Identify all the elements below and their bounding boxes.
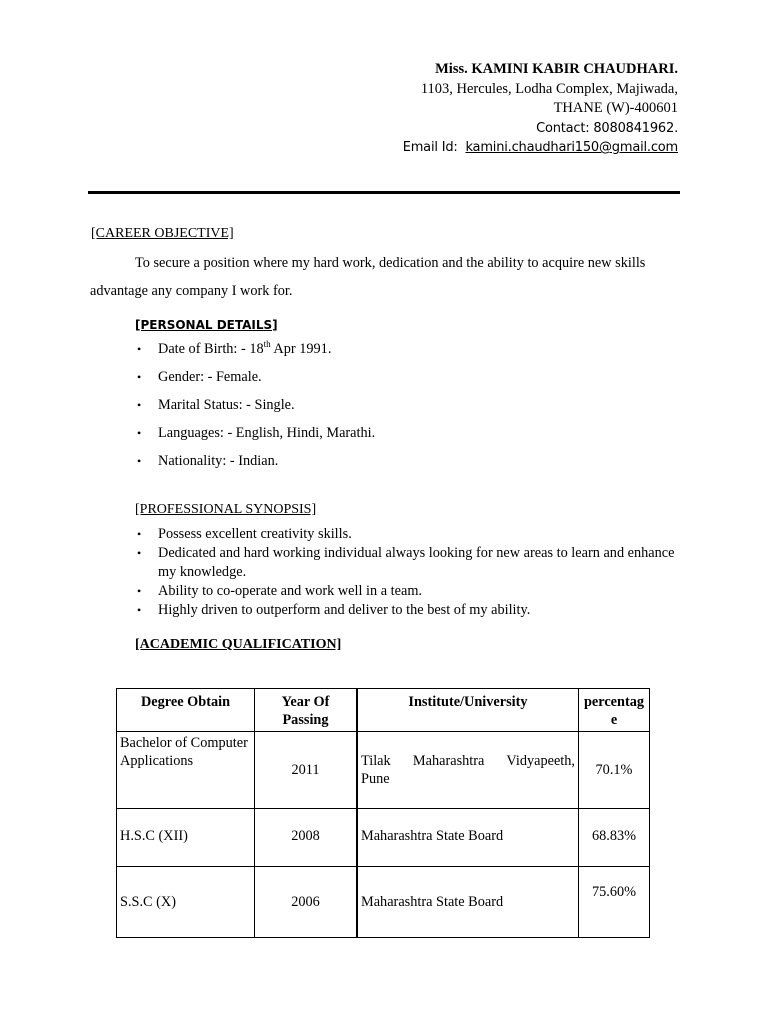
cell-degree: S.S.C (X): [117, 867, 255, 938]
cell-year: 2011: [255, 732, 358, 809]
cell-institute: [357, 732, 579, 809]
synopsis-item-text: Ability to co-operate and work well in a team.: [158, 583, 423, 599]
cell-institute: Maharashtra State Board: [357, 809, 579, 867]
candidate-name: Miss. KAMINI KABIR CHAUDHARI.: [435, 61, 678, 77]
languages-text: Languages: - English, Hindi, Marathi.: [158, 425, 376, 441]
list-item: [135, 544, 675, 582]
table-row: [117, 867, 650, 938]
professional-synopsis-title: [PROFESSIONAL SYNOPSIS]: [135, 502, 317, 517]
header-year: Year Of Passing: [255, 689, 358, 732]
address-line-2: THANE (W)-400601: [553, 100, 678, 116]
cell-degree: Bachelor of Computer Applications: [117, 732, 255, 809]
bullet-icon: •: [137, 546, 142, 560]
cell-institute-line-1: Tilak Maharashtra Vidyapeeth,: [361, 753, 575, 769]
dob-rest: Apr 1991.: [270, 341, 332, 357]
list-item: [135, 394, 675, 422]
list-item: [135, 450, 675, 478]
synopsis-item-text: Dedicated and hard working individual always looking for new areas to learn and enhance my knowledge.: [158, 545, 675, 580]
cell-percentage: 70.1%: [579, 732, 650, 809]
list-item: [135, 525, 675, 544]
list-item: [135, 582, 675, 601]
email-label: Email Id:: [402, 140, 458, 155]
cell-year: 2008: [255, 809, 358, 867]
list-item: [135, 601, 675, 620]
bullet-icon: •: [137, 398, 142, 412]
address-line-1: 1103, Hercules, Lodha Complex, Majiwada,: [420, 80, 678, 97]
cell-degree: H.S.C (XII): [117, 809, 255, 867]
synopsis-item-text: Possess excellent creativity skills.: [158, 526, 352, 542]
header-degree: Degree Obtain: [117, 689, 255, 732]
table-row: [117, 809, 650, 867]
career-objective-title: [CAREER OBJECTIVE]: [91, 226, 234, 241]
list-item: [135, 366, 675, 394]
marital-status-text: Marital Status: - Single.: [158, 397, 295, 413]
nationality-text: Nationality: - Indian.: [158, 453, 279, 469]
list-item: [135, 422, 675, 450]
resume-header: [158, 60, 678, 158]
cell-institute: Maharashtra State Board: [357, 867, 579, 938]
dob-ordinal: th: [263, 339, 271, 350]
dob-label: Date of Birth: - 18: [158, 341, 264, 357]
email-link[interactable]: kamini.chaudhari150@gmail.com: [465, 140, 678, 155]
header-institute: Institute/University: [357, 689, 579, 732]
academic-table: [116, 688, 650, 938]
gender-text: Gender: - Female.: [158, 369, 262, 385]
table-header-row: [117, 689, 650, 732]
career-objective-text: To secure a position where my hard work, dedication and the ability to acquire new skills advantage any company I work for.: [90, 255, 646, 299]
synopsis-item-text: Highly driven to outperform and deliver to the best of my ability.: [158, 602, 531, 618]
email-line: [158, 138, 678, 158]
professional-synopsis-list: [135, 525, 675, 620]
cell-percentage: 75.60%: [579, 867, 650, 938]
contact-number: Contact: 8080841962.: [536, 120, 678, 136]
personal-details-title: [PERSONAL DETAILS]: [135, 318, 278, 332]
list-item: [135, 338, 675, 366]
bullet-icon: •: [137, 426, 142, 440]
bullet-icon: •: [137, 527, 142, 541]
academic-qualification-title: [ACADEMIC QUALIFICATION]: [135, 637, 342, 652]
header-divider: [88, 191, 680, 194]
bullet-icon: •: [137, 342, 142, 356]
bullet-icon: •: [137, 454, 142, 468]
bullet-icon: •: [137, 603, 142, 617]
personal-details-list: [135, 338, 675, 478]
bullet-icon: •: [137, 584, 142, 598]
cell-percentage: 68.83%: [579, 809, 650, 867]
bullet-icon: •: [137, 370, 142, 384]
table-row: [117, 732, 650, 809]
cell-institute-line-2: Pune: [361, 771, 390, 787]
header-percentage: percentag e: [579, 689, 650, 732]
cell-year: 2006: [255, 867, 358, 938]
